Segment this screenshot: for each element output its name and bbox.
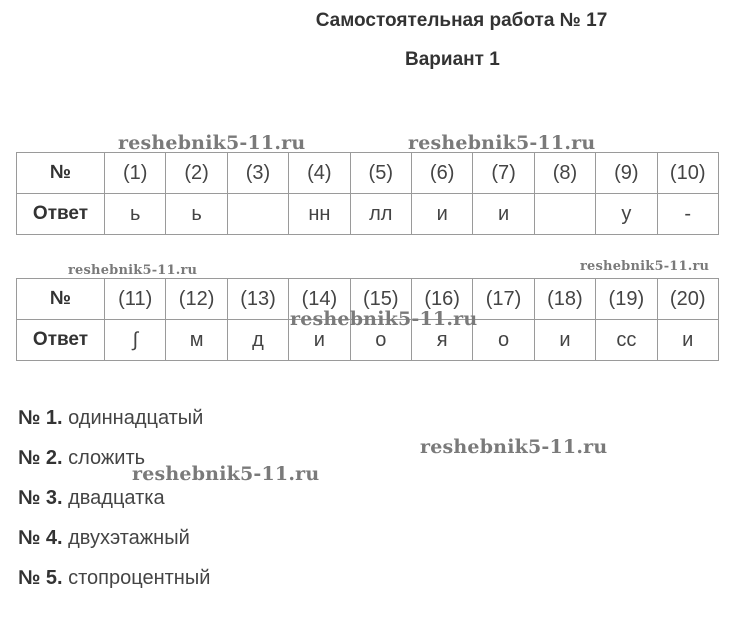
task-number: № 2. — [18, 447, 63, 469]
row-label-number: № — [17, 279, 105, 320]
answer-cell: м — [166, 320, 227, 361]
task-number-cell: (5) — [350, 153, 411, 194]
watermark: reshebnik5-11.ru — [118, 132, 306, 154]
watermark: reshebnik5-11.ru — [420, 436, 608, 458]
table-row-answers — [17, 194, 719, 235]
task-number: № 5. — [18, 567, 63, 589]
watermark: reshebnik5-11.ru — [132, 463, 320, 485]
list-item — [18, 520, 210, 560]
task-number: № 1. — [18, 407, 63, 429]
list-item — [18, 480, 210, 520]
answer-cell: у — [596, 194, 657, 235]
answer-cell: - — [657, 194, 718, 235]
row-label-answer: Ответ — [17, 194, 105, 235]
task-number-cell: (7) — [473, 153, 534, 194]
task-number-cell: (4) — [289, 153, 350, 194]
task-number-cell: (3) — [227, 153, 288, 194]
answer-cell: и — [657, 320, 718, 361]
task-answers-list — [18, 400, 210, 600]
task-answer: стопроцентный — [68, 567, 211, 589]
task-number: № 4. — [18, 527, 63, 549]
watermark: reshebnik5-11.ru — [68, 263, 198, 278]
task-answer: одиннадцатый — [68, 407, 204, 429]
list-item — [18, 560, 210, 600]
answer-cell: о — [350, 320, 411, 361]
row-label-answer: Ответ — [17, 320, 105, 361]
task-number-cell: (14) — [289, 279, 350, 320]
task-number-cell: (17) — [473, 279, 534, 320]
watermark: reshebnik5-11.ru — [580, 259, 710, 274]
task-number: № 3. — [18, 487, 63, 509]
list-item — [18, 400, 210, 440]
answer-cell: и — [473, 194, 534, 235]
answer-cell — [227, 194, 288, 235]
answer-cell: сс — [596, 320, 657, 361]
answer-cell: и — [411, 194, 472, 235]
task-number-cell: (6) — [411, 153, 472, 194]
task-number-cell: (19) — [596, 279, 657, 320]
answer-cell: нн — [289, 194, 350, 235]
answer-cell: ь — [105, 194, 166, 235]
answer-cell: ь — [166, 194, 227, 235]
task-number-cell: (1) — [105, 153, 166, 194]
task-answer: двухэтажный — [68, 527, 190, 549]
answer-cell: д — [227, 320, 288, 361]
task-number-cell: (16) — [411, 279, 472, 320]
answer-cell — [534, 194, 595, 235]
watermark: reshebnik5-11.ru — [290, 308, 478, 330]
task-number-cell: (13) — [227, 279, 288, 320]
answer-cell: я — [411, 320, 472, 361]
answer-cell: ∫ — [105, 320, 166, 361]
task-number-cell: (12) — [166, 279, 227, 320]
page-title: Самостоятельная работа № 17 — [315, 10, 608, 31]
task-number-cell: (15) — [350, 279, 411, 320]
answer-cell: лл — [350, 194, 411, 235]
task-number-cell: (9) — [596, 153, 657, 194]
answer-cell: и — [534, 320, 595, 361]
table-row-numbers — [17, 153, 719, 194]
task-number-cell: (20) — [657, 279, 718, 320]
task-number-cell: (18) — [534, 279, 595, 320]
task-number-cell: (11) — [105, 279, 166, 320]
task-answer: сложить — [68, 447, 146, 469]
task-number-cell: (2) — [166, 153, 227, 194]
answer-cell: о — [473, 320, 534, 361]
row-label-number: № — [17, 153, 105, 194]
watermark: reshebnik5-11.ru — [408, 132, 596, 154]
task-number-cell: (10) — [657, 153, 718, 194]
variant-title: Вариант 1 — [405, 49, 500, 70]
answer-cell: и — [289, 320, 350, 361]
answer-table-1 — [16, 152, 719, 235]
task-answer: двадцатка — [68, 487, 165, 509]
task-number-cell: (8) — [534, 153, 595, 194]
